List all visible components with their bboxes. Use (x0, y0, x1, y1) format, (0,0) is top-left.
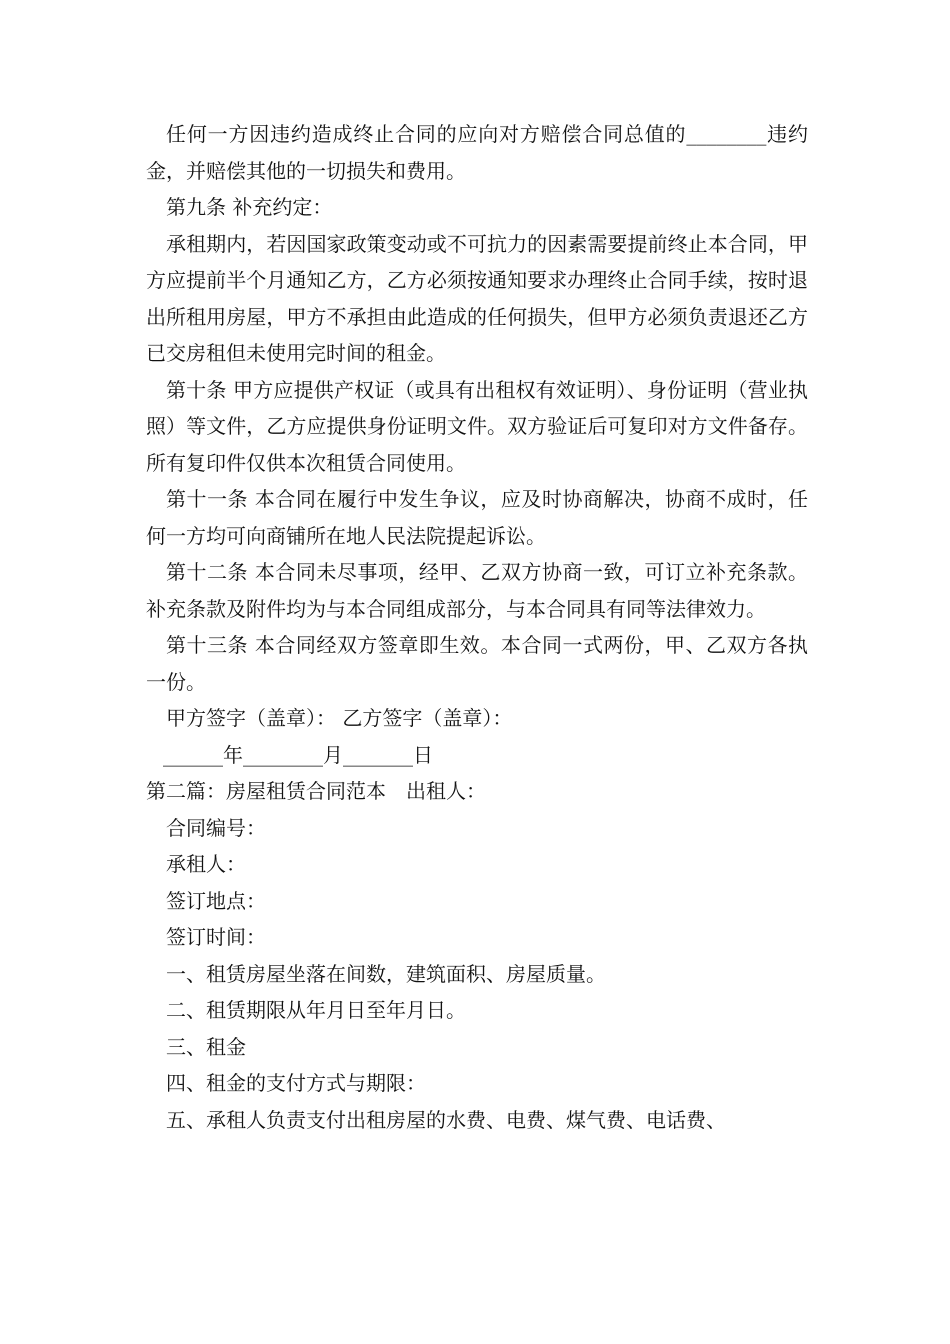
field-sign-time: 签订时间： (166, 925, 266, 949)
clause-item-5: 五、承租人负责支付出租房屋的水费、电费、煤气费、电话费、 (166, 1107, 726, 1132)
paragraph-article-9-title: 第九条 补充约定： (166, 195, 333, 219)
paragraph-signatures: 甲方签字（盖章）： 乙方签字（盖章）： (166, 706, 513, 730)
clause-item-2: 二、租赁期限从年月日至年月日。 (166, 998, 466, 1022)
paragraph-date-line: ______年________月_______日 (163, 742, 433, 767)
paragraph-article-13: 第十三条 本合同经双方签章即生效。本合同一式两份，甲、乙双方各执一份。 (146, 633, 808, 694)
section-title-second: 第二篇：房屋租赁合同范本 出租人： (146, 779, 486, 803)
clause-item-1: 一、租赁房屋坐落在间数，建筑面积、房屋质量。 (166, 961, 606, 986)
document-page (146, 116, 808, 1138)
clause-item-3: 三、租金 (166, 1034, 246, 1059)
field-sign-place: 签订地点： (166, 888, 266, 913)
paragraph-article-10: 第十条 甲方应提供产权证（或具有出租权有效证明）、身份证明（营业执照）等文件，乙方应提供身份证明文件。双方验证后可复印对方文件备存。所有复印件仅供本次租赁合同使用。 (146, 377, 808, 475)
paragraph-article-12: 第十二条 本合同未尽事项，经甲、乙双方协商一致，可订立补充条款。补充条款及附件均为与本合同组成部分，与本合同具有同等法律效力。 (146, 560, 808, 621)
paragraph-article-9-body: 承租期内，若因国家政策变动或不可抗力的因素需要提前终止本合同，甲方应提前半个月通知乙方，乙方必须按通知要求办理终止合同手续，按时退出所租用房屋，甲方不承担由此造成的任何损失，但甲方必须负责退还乙方已交房租但未使用完时间的租金。 (146, 231, 808, 365)
clause-item-4: 四、租金的支付方式与期限： (166, 1071, 426, 1095)
field-lessee: 承租人： (166, 852, 246, 876)
paragraph-penalty: 任何一方因违约造成终止合同的应向对方赔偿合同总值的________违约金，并赔偿其他的一切损失和费用。 (146, 122, 808, 183)
paragraph-article-11: 第十一条 本合同在履行中发生争议，应及时协商解决，协商不成时，任何一方均可向商铺所在地人民法院提起诉讼。 (146, 487, 808, 548)
field-contract-number: 合同编号： (166, 815, 266, 840)
